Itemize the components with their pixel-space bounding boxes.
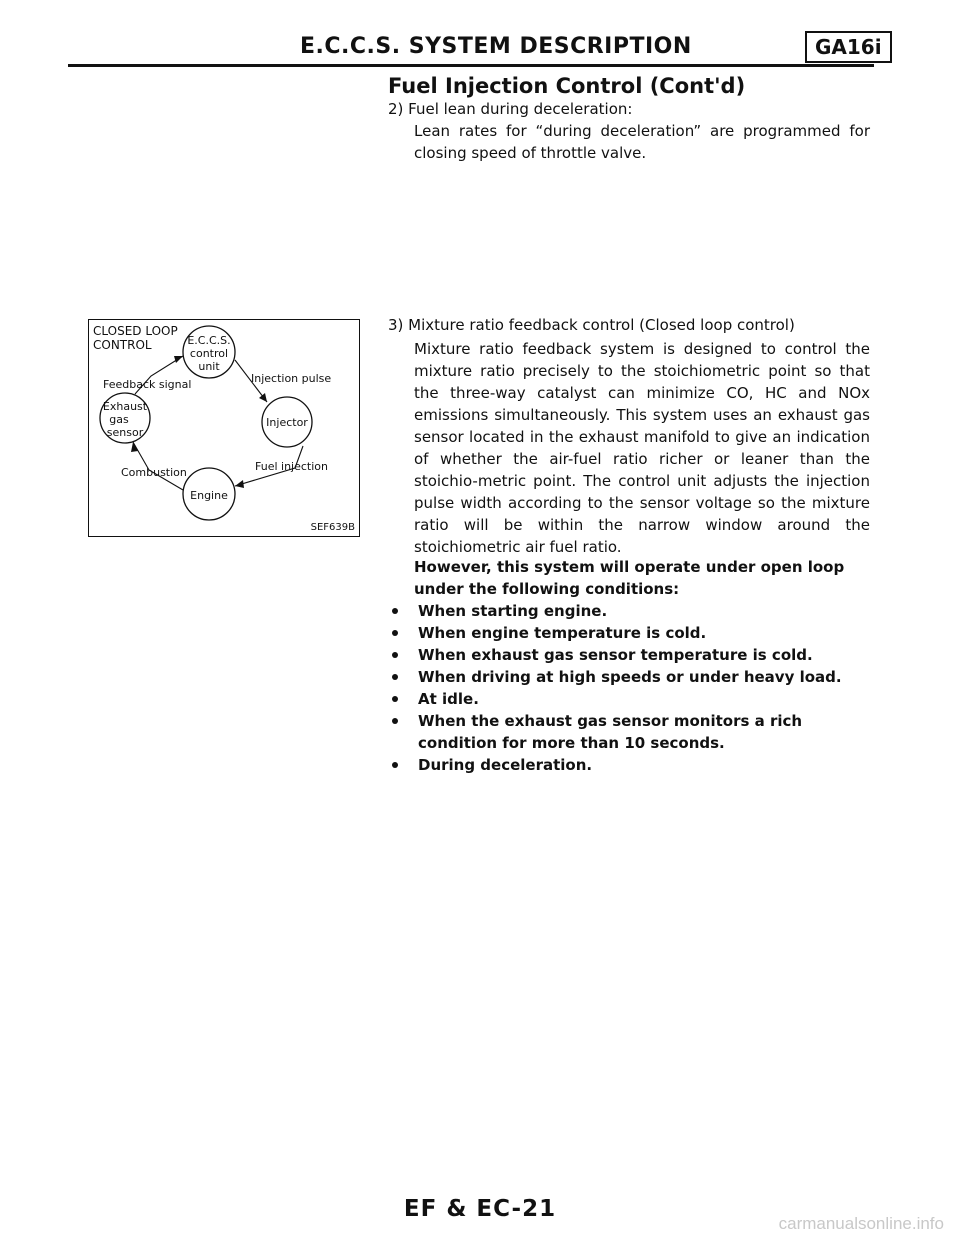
header-divider: [68, 64, 874, 67]
item-2-body: Lean rates for “during deceleration” are programmed for closing speed of throttle valve.: [414, 122, 870, 162]
injector-label: Injector: [266, 416, 308, 429]
engine-label: Engine: [190, 489, 228, 502]
combustion-label: Combustion: [121, 466, 187, 479]
sensor-label-line3: sensor: [106, 426, 144, 439]
watermark: carmanualsonline.info: [778, 1214, 944, 1233]
closed-loop-diagram: [88, 319, 360, 537]
condition-item: When engine temperature is cold.: [384, 622, 874, 644]
condition-item: At idle.: [384, 688, 874, 710]
condition-item: When the exhaust gas sensor monitors a rich condition for more than 10 seconds.: [384, 710, 874, 754]
open-loop-note: However, this system will operate under open loop under the following conditions:: [414, 558, 845, 598]
fuel-injection-label: Fuel injection: [255, 460, 328, 473]
condition-item: During deceleration.: [384, 754, 874, 776]
item-3-body: Mixture ratio feedback system is designed to control the mixture ratio precisely to the stoichiometric point so that the three-way catalyst can minimize CO, HC and NOx emissions simultaneously. This system uses an exhaust gas sensor located in the exhaust manifold to give an indication of whether the air-fuel ratio richer or leaner than the stoichio-metric point. The control unit adjusts the injection pulse width according to the sensor voltage so the mixture ratio will be within the narrow window around the stoichiometric air fuel ratio.: [414, 340, 870, 556]
ecu-label-line2: control: [189, 347, 229, 360]
figure-code: SEF639B: [310, 522, 355, 533]
condition-item: When driving at high speeds or under heavy load.: [384, 666, 874, 688]
feedback-signal-label: Feedback signal: [103, 378, 192, 391]
page-number: EF & EC-21: [403, 1196, 557, 1222]
open-loop-conditions-list: [384, 600, 874, 776]
page-header-title: E.C.C.S. SYSTEM DESCRIPTION: [300, 34, 692, 59]
section-title: Fuel Injection Control (Cont'd): [388, 74, 746, 98]
ecu-label-line3: unit: [198, 360, 220, 373]
diagram-title-line2: CONTROL: [93, 338, 152, 352]
diagram-title-line1: CLOSED LOOP: [93, 324, 178, 338]
condition-item: When exhaust gas sensor temperature is cold.: [384, 644, 874, 666]
engine-code-badge: GA16i: [805, 31, 892, 63]
item-3-heading: 3) Mixture ratio feedback control (Closed loop control): [388, 316, 795, 334]
item-2-heading: 2) Fuel lean during deceleration:: [388, 100, 633, 118]
sensor-label-line1: Exhaust: [102, 400, 148, 413]
condition-item: When starting engine.: [384, 600, 874, 622]
sensor-label-line2: gas: [109, 413, 129, 426]
ecu-label-line1: E.C.C.S.: [187, 334, 231, 347]
injection-pulse-label: Injection pulse: [251, 372, 332, 385]
